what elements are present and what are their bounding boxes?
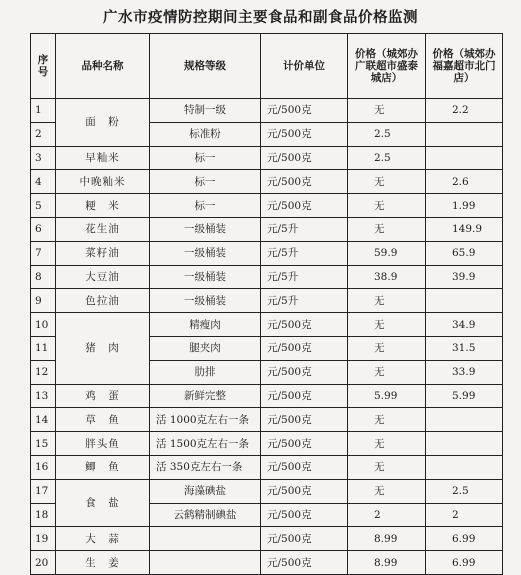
header-spec: 规格等级 (150, 34, 261, 99)
item-spec: 腿夹肉 (150, 336, 261, 360)
row-num: 5 (31, 194, 56, 218)
row-num: 12 (31, 360, 56, 384)
price-store2: 65.9 (426, 241, 503, 265)
item-unit: 元/500克 (261, 170, 348, 194)
table-row (31, 479, 503, 503)
item-spec: 特制一级 (150, 99, 261, 123)
price-store2: 5.99 (426, 384, 503, 408)
row-num: 11 (31, 336, 56, 360)
table-row (31, 217, 503, 241)
price-store1: 无 (348, 455, 426, 479)
price-store1: 无 (348, 336, 426, 360)
item-name: 鸡 蛋 (56, 384, 150, 408)
item-spec: 一级桶装 (150, 289, 261, 313)
item-unit: 元/500克 (261, 432, 348, 456)
item-name: 草 鱼 (56, 408, 150, 432)
item-unit: 元/500克 (261, 479, 348, 503)
item-spec (150, 527, 261, 551)
item-spec: 新鲜完整 (150, 384, 261, 408)
table-row (31, 289, 503, 313)
header-row (31, 34, 503, 99)
item-spec: 活 350克左右一条 (150, 455, 261, 479)
price-store2: 31.5 (426, 336, 503, 360)
price-store2: 1.99 (426, 194, 503, 218)
price-store2: 6.99 (426, 551, 503, 575)
item-spec: 标一 (150, 194, 261, 218)
item-unit: 元/500克 (261, 146, 348, 170)
table-row (31, 408, 503, 432)
price-store2 (426, 432, 503, 456)
item-spec: 云鹤精制碘盐 (150, 503, 261, 527)
table-row (31, 146, 503, 170)
row-num: 8 (31, 265, 56, 289)
price-store2: 39.9 (426, 265, 503, 289)
item-name: 花生油 (56, 217, 150, 241)
price-store2: 33.9 (426, 360, 503, 384)
item-unit: 元/500克 (261, 527, 348, 551)
row-num: 6 (31, 217, 56, 241)
table-row (31, 99, 503, 123)
row-num: 9 (31, 289, 56, 313)
item-spec: 一级桶装 (150, 217, 261, 241)
price-store1: 无 (348, 99, 426, 123)
table-row (31, 527, 503, 551)
row-num: 17 (31, 479, 56, 503)
price-store1: 无 (348, 170, 426, 194)
price-store2: 2.2 (426, 99, 503, 123)
item-name: 鲫 鱼 (56, 455, 150, 479)
price-store1: 无 (348, 217, 426, 241)
item-unit: 元/500克 (261, 122, 348, 146)
price-store2: 2 (426, 503, 503, 527)
price-store1: 无 (348, 313, 426, 337)
item-name: 大 蒜 (56, 527, 150, 551)
price-store1: 无 (348, 360, 426, 384)
price-table (30, 33, 503, 575)
table-row (31, 241, 503, 265)
price-store1: 38.9 (348, 265, 426, 289)
row-num: 19 (31, 527, 56, 551)
price-store2 (426, 408, 503, 432)
item-name: 早籼米 (56, 146, 150, 170)
price-store2: 2.6 (426, 170, 503, 194)
item-name: 面 粉 (56, 99, 150, 147)
row-num: 4 (31, 170, 56, 194)
price-store1: 无 (348, 432, 426, 456)
item-spec: 标准粉 (150, 122, 261, 146)
item-spec: 一级桶装 (150, 265, 261, 289)
row-num: 3 (31, 146, 56, 170)
price-store1: 无 (348, 479, 426, 503)
item-name: 粳 米 (56, 194, 150, 218)
price-store2 (426, 146, 503, 170)
price-store1: 无 (348, 289, 426, 313)
row-num: 15 (31, 432, 56, 456)
item-unit: 元/500克 (261, 408, 348, 432)
item-name: 食 盐 (56, 479, 150, 527)
item-spec: 精瘦肉 (150, 313, 261, 337)
document-title: 广水市疫情防控期间主要食品和副食品价格监测 (103, 9, 418, 26)
row-num: 1 (31, 99, 56, 123)
price-store2 (426, 289, 503, 313)
item-unit: 元/5升 (261, 289, 348, 313)
row-num: 7 (31, 241, 56, 265)
table-row (31, 194, 503, 218)
item-name: 生 姜 (56, 551, 150, 575)
item-spec: 肋排 (150, 360, 261, 384)
table-row (31, 170, 503, 194)
price-store1: 8.99 (348, 551, 426, 575)
item-unit: 元/5升 (261, 265, 348, 289)
item-unit: 元/500克 (261, 336, 348, 360)
price-store1: 8.99 (348, 527, 426, 551)
item-spec: 海藻碘盐 (150, 479, 261, 503)
item-name: 中晚籼米 (56, 170, 150, 194)
item-spec: 标一 (150, 146, 261, 170)
row-num: 16 (31, 455, 56, 479)
item-spec: 一级桶装 (150, 241, 261, 265)
item-unit: 元/500克 (261, 384, 348, 408)
item-name: 猪 肉 (56, 313, 150, 384)
row-num: 14 (31, 408, 56, 432)
header-price2: 价格（城郊办福嘉超市北门店） (426, 34, 503, 99)
row-num: 13 (31, 384, 56, 408)
price-store2 (426, 122, 503, 146)
price-store1: 59.9 (348, 241, 426, 265)
price-store2: 6.99 (426, 527, 503, 551)
item-unit: 元/5升 (261, 217, 348, 241)
item-unit: 元/500克 (261, 551, 348, 575)
item-name: 大豆油 (56, 265, 150, 289)
price-store2 (426, 455, 503, 479)
price-store2: 2.5 (426, 479, 503, 503)
price-store1: 无 (348, 194, 426, 218)
price-store1: 2.5 (348, 122, 426, 146)
header-unit: 计价单位 (261, 34, 348, 99)
item-name: 色拉油 (56, 289, 150, 313)
header-price1: 价格（城郊办广联超市盛泰城店） (348, 34, 426, 99)
item-unit: 元/500克 (261, 313, 348, 337)
item-unit: 元/500克 (261, 99, 348, 123)
table-row (31, 384, 503, 408)
item-spec (150, 551, 261, 575)
item-name: 菜籽油 (56, 241, 150, 265)
item-unit: 元/5升 (261, 241, 348, 265)
item-unit: 元/500克 (261, 503, 348, 527)
header-num: 序号 (31, 34, 56, 99)
table-row (31, 313, 503, 337)
price-store2: 149.9 (426, 217, 503, 241)
row-num: 10 (31, 313, 56, 337)
item-unit: 元/500克 (261, 194, 348, 218)
item-spec: 活 1500克左右一条 (150, 432, 261, 456)
table-row (31, 432, 503, 456)
price-store1: 5.99 (348, 384, 426, 408)
header-name: 品种名称 (56, 34, 150, 99)
price-store2: 34.9 (426, 313, 503, 337)
price-store1: 2 (348, 503, 426, 527)
row-num: 2 (31, 122, 56, 146)
table-row (31, 265, 503, 289)
item-spec: 活 1000克左右一条 (150, 408, 261, 432)
item-spec: 标一 (150, 170, 261, 194)
table-row (31, 455, 503, 479)
item-name: 胖头鱼 (56, 432, 150, 456)
row-num: 20 (31, 551, 56, 575)
price-store1: 无 (348, 408, 426, 432)
item-unit: 元/500克 (261, 455, 348, 479)
item-unit: 元/500克 (261, 360, 348, 384)
table-row (31, 551, 503, 575)
price-store1: 2.5 (348, 146, 426, 170)
row-num: 18 (31, 503, 56, 527)
